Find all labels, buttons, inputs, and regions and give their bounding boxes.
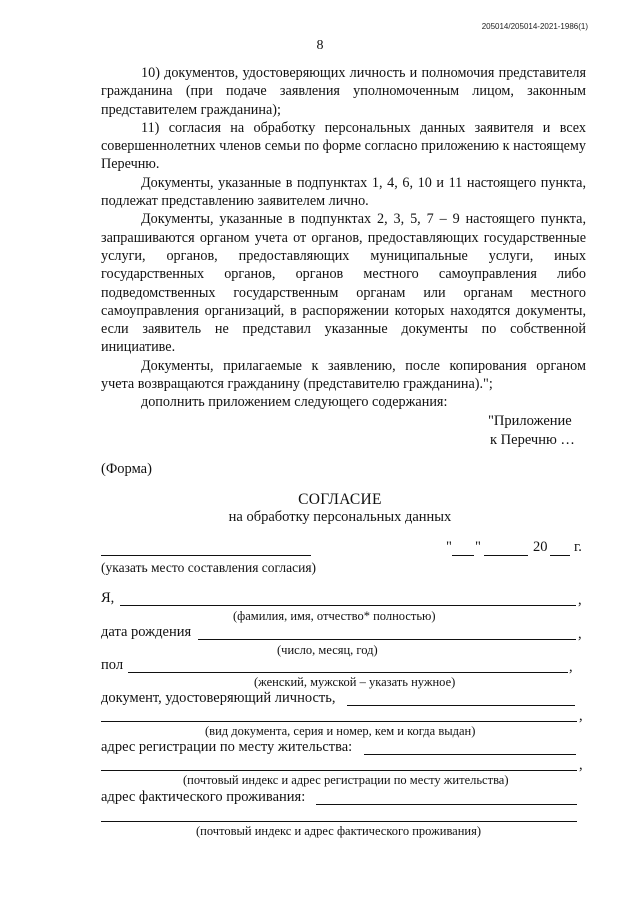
- form-label: (Форма): [101, 461, 152, 477]
- place-line[interactable]: [101, 555, 311, 556]
- birth-label: дата рождения: [101, 624, 192, 640]
- year-prefix: 20: [533, 539, 548, 555]
- comma: ,: [578, 626, 582, 642]
- page-number: 8: [316, 38, 324, 53]
- fullname-line[interactable]: [120, 605, 576, 606]
- reg-label: адрес регистрации по месту жительства:: [101, 739, 353, 755]
- document-id: 205014/205014-2021-1986(1): [481, 22, 588, 31]
- year-line[interactable]: [550, 555, 570, 556]
- actual-line-1[interactable]: [316, 804, 577, 805]
- form-title: СОГЛАСИЕ: [298, 491, 382, 508]
- paragraph: 11) согласия на обработку персональных данных заявителя и всех совершеннолетних членов семьи по форме согласно приложению к настоящему Перечню.: [101, 119, 586, 173]
- place-caption: (указать место составления согласия): [101, 560, 317, 575]
- id-doc-line-1[interactable]: [347, 705, 575, 706]
- actual-caption: (почтовый индекс и адрес фактического проживания): [196, 824, 482, 838]
- paragraph: Документы, указанные в подпунктах 1, 4, 6, 10 и 11 настоящего пункта, подлежат представлению заявителем лично.: [101, 174, 586, 210]
- reg-line-2[interactable]: [101, 770, 577, 771]
- actual-label: адрес фактического проживания:: [101, 789, 306, 805]
- comma: ,: [579, 708, 583, 724]
- year-suffix: г.: [574, 539, 582, 555]
- actual-line-2[interactable]: [101, 821, 577, 822]
- id-doc-caption: (вид документа, серия и номер, кем и когда выдан): [205, 724, 476, 738]
- comma: ,: [579, 757, 583, 773]
- reg-caption: (почтовый индекс и адрес регистрации по месту жительства): [183, 773, 509, 787]
- id-doc-label: документ, удостоверяющий личность,: [101, 690, 336, 706]
- i-label: Я,: [101, 590, 115, 606]
- birth-line[interactable]: [198, 639, 576, 640]
- fullname-caption: (фамилия, имя, отчество* полностью): [233, 609, 436, 623]
- comma: ,: [569, 659, 573, 675]
- appendix-line: "Приложение: [488, 413, 572, 429]
- appendix-line: к Перечню …: [490, 432, 575, 448]
- comma: ,: [578, 592, 582, 608]
- reg-line-1[interactable]: [364, 754, 576, 755]
- sex-label: пол: [101, 657, 124, 673]
- id-doc-line-2[interactable]: [101, 721, 577, 722]
- paragraph: 10) документов, удостоверяющих личность и полномочия представителя гражданина (при подаче заявления уполномоченным лицом, законным представителем гражданина);: [101, 65, 586, 118]
- day-line[interactable]: [452, 555, 474, 556]
- sex-line[interactable]: [128, 672, 568, 673]
- date-open-quote: ": [446, 539, 452, 555]
- paragraph: Документы, указанные в подпунктах 2, 3, 5, 7 – 9 настоящего пункта, запрашиваются органом учета от органов, предоставляющих государственные услуги, органов, предоставляющих муниципальные услуги, иных государственных органов, органов местного самоуправления либо подведомственных государственным органам или органам местного самоуправления организаций, в распоряжении которых находятся документы, если заявитель не представил указанные документы по собственной инициативе.: [101, 211, 586, 356]
- paragraph: дополнить приложением следующего содержания:: [141, 394, 448, 411]
- date-close-quote: ": [475, 539, 481, 555]
- appendix-reference: [488, 412, 575, 450]
- sex-caption: (женский, мужской – указать нужное): [254, 675, 456, 689]
- month-line[interactable]: [484, 555, 528, 556]
- paragraph: Документы, прилагаемые к заявлению, после копирования органом учета возвращаются гражданину (представителю гражданина).";: [101, 357, 586, 393]
- form-subtitle: на обработку персональных данных: [228, 509, 452, 525]
- birth-caption: (число, месяц, год): [277, 643, 378, 657]
- body-text: [101, 64, 586, 412]
